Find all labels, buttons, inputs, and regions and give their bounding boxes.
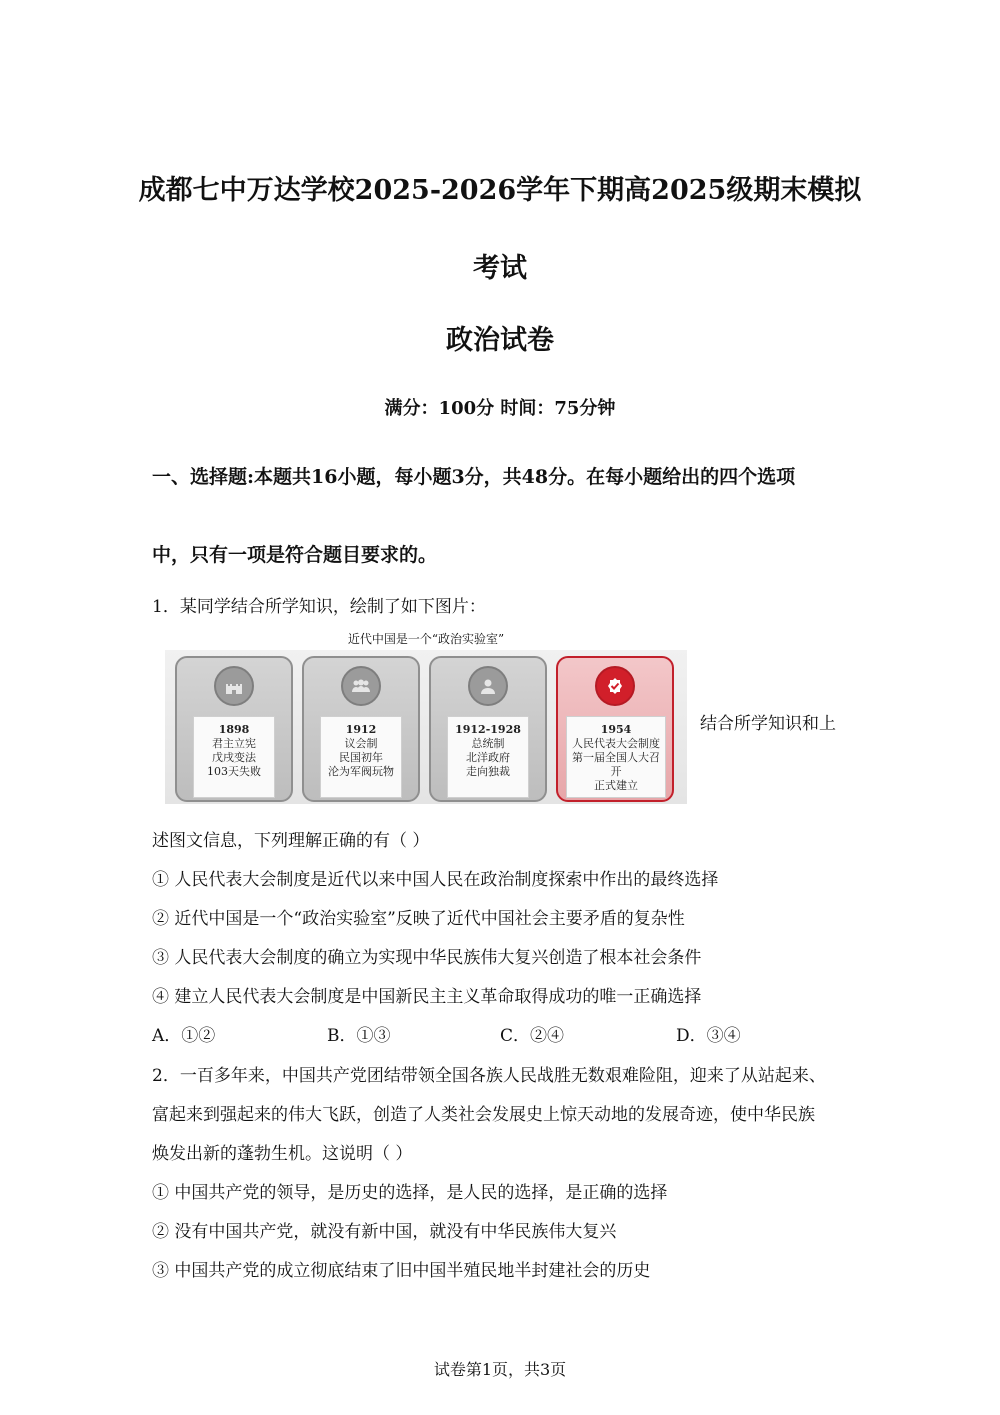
q2-stem-line2: 富起来到强起来的伟大飞跃，创造了人类社会发展史上惊天动地的发展奇迹，使中华民族 xyxy=(152,1105,815,1125)
q1-figure xyxy=(165,630,687,808)
card-year: 1954 xyxy=(600,723,632,736)
check-badge-icon xyxy=(595,666,635,706)
q1-option-b: B．①③ xyxy=(327,1026,391,1046)
q2-stem-line3: 焕发出新的蓬勃生机。这说明（ ） xyxy=(152,1144,413,1164)
q1-item-4: ④ 建立人民代表大会制度是中国新民主主义革命取得成功的唯一正确选择 xyxy=(152,987,702,1007)
exam-title-line1: 成都七中万达学校2025-2026学年下期高2025级期末模拟 xyxy=(138,175,862,206)
q1-side-text: 结合所学知识和上 xyxy=(700,714,836,734)
figure-card-1954 xyxy=(556,656,674,802)
figure-card-text xyxy=(566,716,666,798)
q1-item-3: ③ 人民代表大会制度的确立为实现中华民族伟大复兴创造了根本社会条件 xyxy=(152,948,702,968)
person-icon xyxy=(468,666,508,706)
page-footer: 试卷第1页，共3页 xyxy=(433,1360,567,1379)
exam-title-line2: 考试 xyxy=(473,253,527,284)
card-line: 民国初年 xyxy=(339,751,383,764)
people-icon xyxy=(341,666,381,706)
card-line: 人民代表大会制度 xyxy=(572,737,660,750)
card-line: 沦为军阀玩物 xyxy=(328,765,394,778)
card-line: 君主立宪 xyxy=(212,737,256,750)
figure-caption: 近代中国是一个“政治实验室” xyxy=(347,632,505,646)
section-heading-line2: 中，只有一项是符合题目要求的。 xyxy=(152,544,438,566)
q1-option-c: C．②④ xyxy=(500,1026,565,1046)
q1-option-a: A．①② xyxy=(152,1026,216,1046)
card-line: 走向独裁 xyxy=(466,765,510,778)
exam-meta: 满分：100分 时间：75分钟 xyxy=(384,398,616,419)
q2-item-3: ③ 中国共产党的成立彻底结束了旧中国半殖民地半封建社会的历史 xyxy=(152,1261,651,1281)
figure-card-1898 xyxy=(175,656,293,802)
q1-stem-continued: 述图文信息，下列理解正确的有（ ） xyxy=(152,831,430,851)
card-line: 103天失败 xyxy=(207,765,261,778)
q2-item-2: ② 没有中国共产党，就没有新中国，就没有中华民族伟大复兴 xyxy=(152,1222,617,1242)
exam-subject: 政治试卷 xyxy=(446,325,554,356)
q2-stem-line1: 2．一百多年来，中国共产党团结带领全国各族人民战胜无数艰难险阻，迎来了从站起来、 xyxy=(152,1066,826,1086)
card-line: 正式建立 xyxy=(594,779,638,792)
card-line: 总统制 xyxy=(471,737,505,750)
card-year: 1912-1928 xyxy=(455,723,521,736)
q2-item-1: ① 中国共产党的领导，是历史的选择，是人民的选择，是正确的选择 xyxy=(152,1183,668,1203)
card-line: 第一届全国人大召开 xyxy=(572,751,660,778)
figure-card-1912-1928 xyxy=(429,656,547,802)
q1-stem: 1．某同学结合所学知识，绘制了如下图片： xyxy=(152,597,486,617)
q1-option-d: D．③④ xyxy=(676,1026,741,1046)
q1-item-1: ① 人民代表大会制度是近代以来中国人民在政治制度探索中作出的最终选择 xyxy=(152,870,719,890)
section-heading-line1: 一、选择题:本题共16小题，每小题3分，共48分。在每小题给出的四个选项 xyxy=(152,466,796,488)
castle-icon xyxy=(214,666,254,706)
card-line: 戊戌变法 xyxy=(212,751,256,764)
card-line: 议会制 xyxy=(344,737,378,750)
card-line: 北洋政府 xyxy=(466,751,510,764)
q1-item-2: ② 近代中国是一个“政治实验室”反映了近代中国社会主要矛盾的复杂性 xyxy=(152,909,685,929)
card-year: 1898 xyxy=(218,723,250,736)
figure-card-text xyxy=(320,716,402,798)
figure-card-text xyxy=(447,716,529,798)
figure-card-1912 xyxy=(302,656,420,802)
card-year: 1912 xyxy=(345,723,377,736)
figure-card-text xyxy=(193,716,275,798)
